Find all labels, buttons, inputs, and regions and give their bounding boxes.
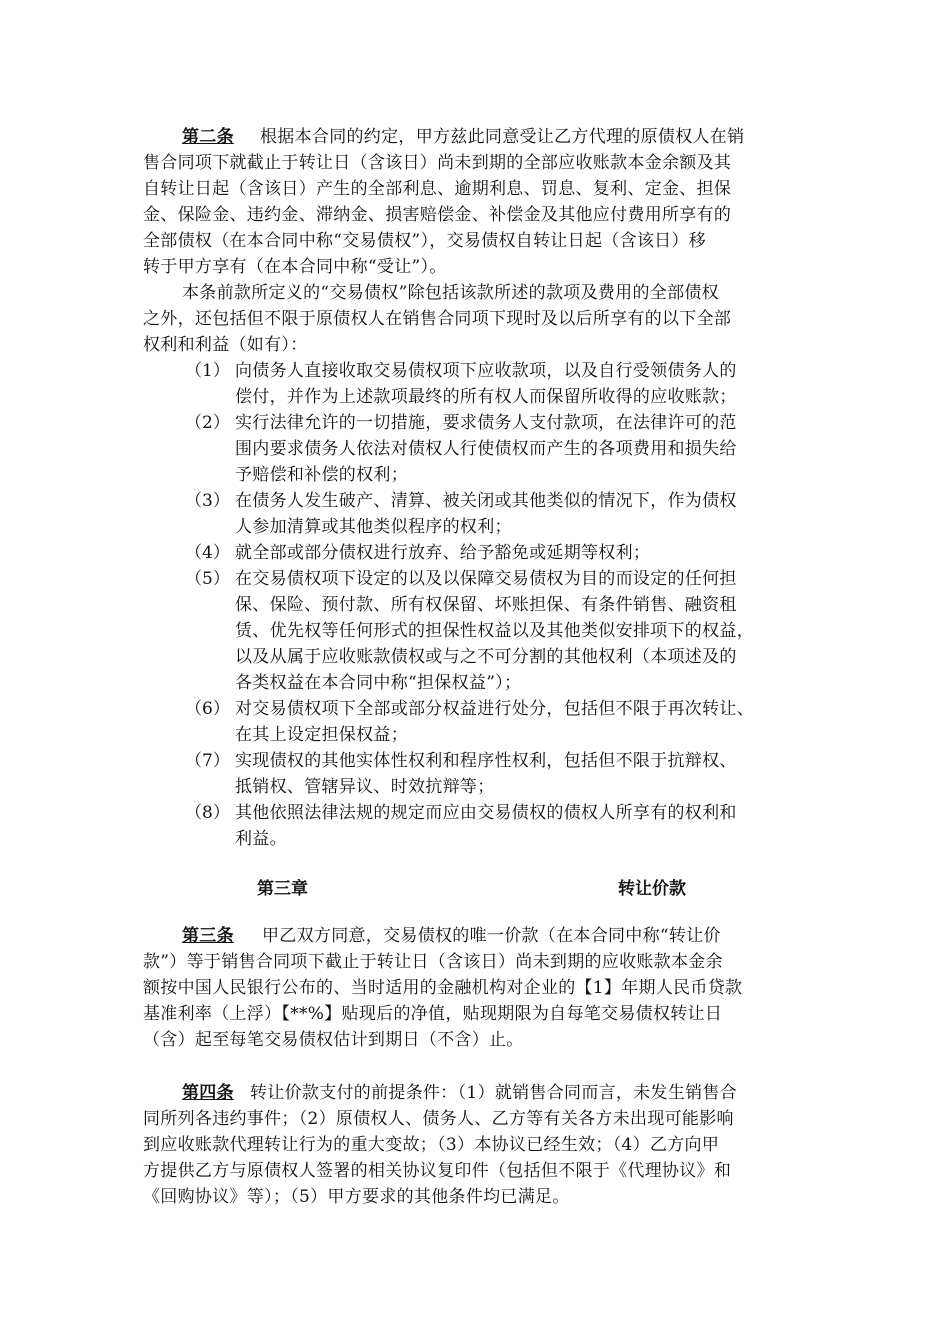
article2-line: 全部债权（在本合同中称“交易债权”），交易债权自转让日起（含该日）移 bbox=[143, 231, 707, 251]
list-item-number: （4） bbox=[185, 543, 230, 563]
chapter-title: 转让价款 bbox=[618, 879, 686, 899]
list-item-line: 对交易债权项下全部或部分权益进行处分，包括但不限于再次转让、 bbox=[235, 699, 754, 719]
article3-line: 甲乙双方同意，交易债权的唯一价款（在本合同中称“转让价 bbox=[262, 926, 721, 946]
article4-line: 转让价款支付的前提条件：（1）就销售合同而言，未发生销售合 bbox=[250, 1083, 738, 1103]
list-item-line: 向债务人直接收取交易债权项下应收款项，以及自行受领债务人的 bbox=[235, 361, 737, 381]
list-item-line: 实现债权的其他实体性权利和程序性权利，包括但不限于抗辩权、 bbox=[235, 751, 737, 771]
article4-line: 到应收账款代理转让行为的重大变故；（3）本协议已经生效；（4）乙方向甲 bbox=[143, 1135, 720, 1155]
article3-line: 基准利率（上浮）【**%】贴现后的净值，贴现期限为自每笔交易债权转让日 bbox=[143, 1004, 723, 1024]
article3-line: 额按中国人民银行公布的、当时适用的金融机构对企业的【1】年期人民币贷款 bbox=[143, 978, 743, 998]
list-item-line: 人参加清算或其他类似程序的权利； bbox=[235, 517, 512, 537]
list-item-number: （1） bbox=[185, 361, 230, 381]
list-item-line: 保、保险、预付款、所有权保留、坏账担保、有条件销售、融资租 bbox=[235, 595, 737, 615]
list-item-line: 在交易债权项下设定的以及以保障交易债权为目的而设定的任何担 bbox=[235, 569, 737, 589]
list-item-number: （7） bbox=[185, 751, 230, 771]
chapter-number: 第三章 bbox=[257, 879, 308, 899]
article4-line: 同所列各违约事件；（2）原债权人、债务人、乙方等有关各方未出现可能影响 bbox=[143, 1109, 734, 1129]
list-item-line: 在债务人发生破产、清算、被关闭或其他类似的情况下，作为债权 bbox=[235, 491, 737, 511]
list-item-line: 予赔偿和补偿的权利； bbox=[235, 465, 408, 485]
list-item-number: （8） bbox=[185, 803, 230, 823]
article2-para2-line: 本条前款所定义的“交易债权”除包括该款所述的款项及费用的全部债权 bbox=[182, 283, 719, 303]
list-item-line: 其他依照法律法规的规定而应由交易债权的债权人所享有的权利和 bbox=[235, 803, 737, 823]
list-item-number: （3） bbox=[185, 491, 230, 511]
list-item-line: 偿付，并作为上述款项最终的所有权人而保留所收得的应收账款； bbox=[235, 387, 737, 407]
list-item-number: （6） bbox=[185, 699, 230, 719]
article3-line: （含）起至每笔交易债权估计到期日（不含）止。 bbox=[143, 1030, 524, 1050]
list-item-number: （5） bbox=[185, 569, 230, 589]
list-item-line: 围内要求债务人依法对债权人行使债权而产生的各项费用和损失给 bbox=[235, 439, 737, 459]
article3-label: 第三条 bbox=[182, 926, 234, 946]
article2-para2-line: 权利和利益（如有）： bbox=[143, 335, 308, 355]
article4-label: 第四条 bbox=[182, 1083, 234, 1103]
article2-line: 金、保险金、违约金、滞纳金、损害赔偿金、补偿金及其他应付费用所享有的 bbox=[143, 205, 732, 225]
article2-line: 自转让日起（含该日）产生的全部利息、逾期利息、罚息、复利、定金、担保 bbox=[143, 179, 732, 199]
list-item-line: 实行法律允许的一切措施，要求债务人支付款项，在法律许可的范 bbox=[235, 413, 737, 433]
article4-line: 方提供乙方与原债权人签署的相关协议复印件（包括但不限于《代理协议》和 bbox=[143, 1161, 732, 1181]
list-item-line: 以及从属于应收账款债权或与之不可分割的其他权利（本项述及的 bbox=[235, 647, 737, 667]
article3-line: 款”）等于销售合同项下截止于转让日（含该日）尚未到期的应收账款本金余 bbox=[143, 952, 723, 972]
article2-line: 根据本合同的约定，甲方兹此同意受让乙方代理的原债权人在销 bbox=[260, 127, 745, 147]
article2-line: 售合同项下就截止于转让日（含该日）尚未到期的全部应收账款本金余额及其 bbox=[143, 153, 732, 173]
article4-line: 《回购协议》等）；（5）甲方要求的其他条件均已满足。 bbox=[143, 1187, 570, 1207]
list-item-line: 赁、优先权等任何形式的担保性权益以及其他类似安排项下的权益， bbox=[235, 621, 754, 641]
list-item-line: 利益。 bbox=[235, 829, 287, 849]
list-item-line: 抵销权、管辖异议、时效抗辩等； bbox=[235, 777, 495, 797]
article2-label: 第二条 bbox=[182, 127, 234, 147]
article2-line: 转于甲方享有（在本合同中称“受让”）。 bbox=[143, 257, 447, 277]
list-item-line: 各类权益在本合同中称“担保权益”）； bbox=[235, 673, 522, 693]
list-item-line: 在其上设定担保权益； bbox=[235, 725, 408, 745]
list-item-line: 就全部或部分债权进行放弃、给予豁免或延期等权利； bbox=[235, 543, 651, 563]
list-item-number: （2） bbox=[185, 413, 230, 433]
article2-para2-line: 之外，还包括但不限于原债权人在销售合同项下现时及以后所享有的以下全部 bbox=[143, 309, 732, 329]
